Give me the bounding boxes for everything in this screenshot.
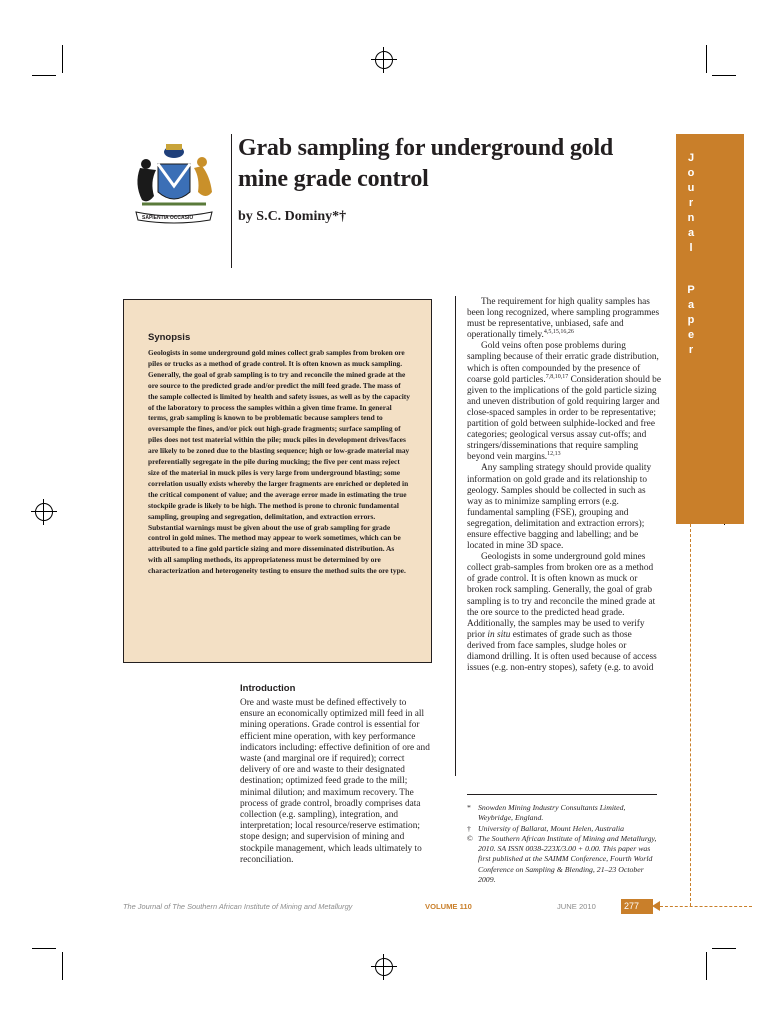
body-column-2: [467, 297, 661, 674]
sidebar-letter: P: [687, 284, 695, 296]
paragraph-text: Gold veins often pose problems during sampling because of their erratic grade distribution, which is often compounded by the presence of coarse gold particles.: [467, 341, 659, 385]
title-line: Grab sampling for underground gold: [238, 135, 614, 161]
sidebar-letter: p: [687, 314, 695, 326]
footnote: [467, 834, 662, 885]
synopsis-heading: Synopsis: [148, 332, 191, 343]
citation: 12,13: [547, 451, 561, 458]
citation: 7,8,10,17: [545, 373, 569, 380]
footnote-text: Snowden Mining Industry Consultants Limited, Weybridge, England.: [478, 803, 626, 823]
byline: by S.C. Dominy*†: [238, 209, 347, 224]
paragraph-text: Any sampling strategy should provide quality information on gold grade and its relationship to geology. Samples should be collected in such as way as to minimize sampling errors (e.g. fundamental sampling (FSE), grouping and segregation, delimitation and extraction errors); ensure effective bagging and labelling; and be located in mine 3D space.: [467, 463, 652, 552]
footnote: [467, 803, 662, 824]
crop-mark: [62, 45, 63, 73]
page-number: 277: [624, 901, 640, 911]
sidebar-letter: a: [687, 227, 695, 239]
sidebar-dashed-line: [690, 524, 691, 906]
crop-mark: [32, 948, 56, 949]
citation: 4,5,15,16,26: [543, 329, 574, 336]
sidebar-letter: o: [687, 167, 695, 179]
crop-mark: [32, 75, 56, 76]
synopsis-box: [123, 299, 432, 663]
sidebar-letter: r: [688, 344, 694, 356]
footer-date: JUNE 2010: [557, 902, 596, 911]
footnote-mark: ©: [467, 833, 473, 843]
title-block: [238, 133, 658, 225]
article-title: [238, 133, 658, 195]
paragraph: [467, 341, 661, 463]
paragraph-text: estimates of grade such as those derived from face samples, sludge holes or diamond drilling. It is often used because of access issues (e.g. non-entry stopes), safety (e.g. to avoid: [467, 629, 657, 674]
crop-mark: [706, 45, 707, 73]
footer-dashed-line: [660, 906, 752, 907]
crop-mark: [62, 952, 63, 980]
paragraph-text: The requirement for high quality samples has been long recognized, where sampling programmes must be representative, unbiased, safe and operationally timely.: [467, 297, 660, 341]
registration-mark: [375, 51, 393, 69]
title-divider: [231, 134, 232, 268]
crop-mark: [712, 75, 736, 76]
footnote-text: University of Ballarat, Mount Helen, Australia: [478, 823, 625, 833]
footnote-mark: *: [467, 803, 471, 812]
journal-paper-sidebar: [676, 134, 744, 524]
italic-text: in situ: [487, 629, 511, 640]
synopsis-body: Geologists in some underground gold mines collect grab samples from broken ore piles or trucks as a method of grade control. It is often known as muck sampling. Generally, the goal of grab sampling is to try and reconcile the mined grade at the ore source to the predicted grade and/or predict the mill feed grade. The mass of the sample collected is limited by health and safety issues, as well as by the capacity of the laboratory to process the samples within a given time frame. In general terms, grab sampling is known to be problematic because samplers tend to oversample the fines, and/or pick out high-grade fragments; surface sampling of piles does not test material within the pile; muck piles in development drives/faces are likely to be zoned due to the blasting sequence; high or low-grade material may preferentially segregate in the pile during mucking; the five per cent mass reject size of the material in muck piles is very large from underground blasting; some correlation usually exists whereby the larger fragments are enriched or depleted in the critical component of value; and the average error made in estimating the true stockpile grade is likely to be high. The method is prone to chronic fundamental sampling, grouping and segregation, delimitation, and extraction errors. Substantial warnings must be given about the use of grab sampling for grade control in gold mines. The method may appear to work sometimes, which can be attributed to a fine gold particle sizing and more disseminated distribution. As with all sampling methods, its appropriateness must be determined by ore characterization and heterogeneity testing to ensure the method suits the ore type.: [148, 348, 410, 576]
sidebar-letter: a: [687, 299, 695, 311]
footer-volume: VOLUME 110: [425, 902, 472, 911]
sidebar-letter: e: [687, 329, 695, 341]
sidebar-letter: n: [687, 212, 695, 224]
registration-mark: [35, 503, 53, 521]
title-line: mine grade control: [238, 166, 429, 192]
crop-mark: [712, 948, 736, 949]
footer-journal-name: The Journal of The Southern African Institute of Mining and Metallurgy: [123, 902, 353, 911]
paragraph-text: Consideration should be given to the implications of the gold particle sizing and uneven distribution of gold requiring larger and close-spaced samples in order to be representative; partition of gold between sulphide-locked and free categories; geological versus assay cut-offs; and stringers/disseminations that require sampling beyond vein margins.: [467, 374, 661, 463]
introduction-body: Ore and waste must be defined effectively to ensure an economically optimized mill feed in all mining operations. Grade control is essential for efficient mine operation, with key performance indicators including: effective definition of ore and waste (and marginal ore if required); correct delivery of ore and waste to their designated destination; optimized feed grade to the mill; minimal dilution; and maximum recovery. The process of grade control, broadly comprises data collection (e.g. sampling), integration, and interpretation; local resource/reserve estimation; stope design; and supervision of mining and stockpile management, which leads ultimately to reconciliation.: [240, 698, 430, 865]
paragraph: [467, 463, 661, 552]
introduction-heading: Introduction: [240, 683, 296, 694]
saimm-coat-of-arms-icon: [128, 134, 220, 226]
paragraph: [467, 297, 661, 341]
sidebar-letter: r: [688, 197, 694, 209]
footnote: [467, 824, 662, 834]
footnote-text: The Southern African Institute of Mining and Metallurgy, 2010. SA ISSN 0038-223X/3.00 + 0.00. This paper was first published at the SAIMM Conference, Fourth World Conference on Sampling & Blending, 21–23 October 2009.: [478, 833, 657, 885]
footnote-rule: [467, 794, 657, 795]
footnotes: [467, 803, 662, 885]
crop-mark: [706, 952, 707, 980]
logo-motto: SAPIENTIA OCCASIO: [142, 215, 194, 221]
footnote-mark: †: [467, 823, 471, 833]
column-divider: [455, 296, 456, 776]
sidebar-letter: J: [687, 152, 695, 164]
registration-mark: [375, 958, 393, 976]
paragraph: [467, 552, 661, 674]
paragraph-text: Geologists in some underground gold mines collect grab-samples from broken ore as a method of grade control. It is often known as muck or broken rock sampling. Generally, the goal of grab sampling is to try and reconcile the mined grade at the ore source to the predicted head grade. Additionally, the samples may be used to verify prior: [467, 552, 656, 640]
sidebar-letter: l: [689, 242, 693, 254]
sidebar-letter: u: [687, 182, 695, 194]
